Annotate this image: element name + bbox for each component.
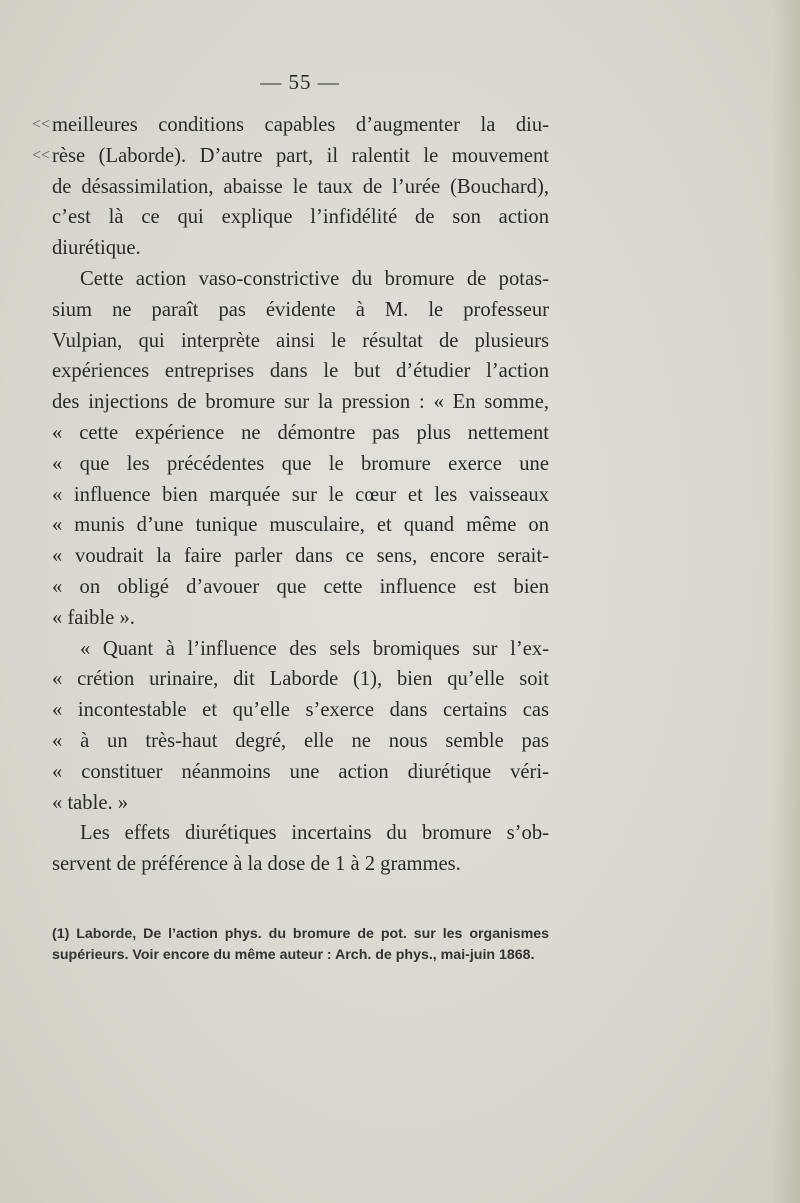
text-line: servent de préférence à la dose de 1 à 2 grammes.: [52, 853, 461, 876]
text-line: diurétique.: [52, 237, 141, 260]
body-text: [52, 110, 549, 880]
text-line: Les effets diurétiques incertains du bromure s’ob-: [80, 822, 549, 845]
footnote: [52, 924, 549, 966]
text-line: « munis d’une tunique musculaire, et quand même on: [52, 514, 549, 537]
text-line: « voudrait la faire parler dans ce sens, encore serait-: [52, 545, 549, 568]
text-line: rèse (Laborde). D’autre part, il ralentit le mouvement: [52, 144, 549, 167]
text-line: « incontestable et qu’elle s’exerce dans certains cas: [52, 699, 549, 722]
page-edge-shadow: [772, 0, 800, 1203]
text-line: expériences entreprises dans le but d’étudier l’action: [52, 360, 549, 383]
text-line: Vulpian, qui interprète ainsi le résultat de plusieurs: [52, 329, 549, 352]
footnote-line: supérieurs. Voir encore du même auteur : Arch. de phys., mai-juin 1868.: [52, 947, 535, 963]
text-line: de désassimilation, abaisse le taux de l’urée (Bouchard),: [52, 175, 549, 198]
text-line: « faible ».: [52, 606, 135, 629]
text-line: « crétion urinaire, dit Laborde (1), bien qu’elle soit: [52, 668, 549, 691]
text-line: « cette expérience ne démontre pas plus nettement: [52, 421, 549, 444]
text-line: « constituer néanmoins une action diurétique véri-: [52, 760, 549, 783]
text-line: « que les précédentes que le bromure exerce une: [52, 452, 549, 475]
text-line: sium ne paraît pas évidente à M. le professeur: [52, 298, 549, 321]
text-line: meilleures conditions capables d’augmenter la diu-: [52, 114, 549, 136]
text-line: « on obligé d’avouer que cette influence est bien: [52, 575, 549, 598]
footnote-line: (1) Laborde, De l’action phys. du bromure de pot. sur les organismes: [52, 926, 549, 942]
page-number: — 55 —: [260, 70, 340, 94]
text-line: « influence bien marquée sur le cœur et les vaisseaux: [52, 483, 549, 506]
text-line: « table. »: [52, 791, 129, 814]
text-line: « à un très-haut degré, elle ne nous semble pas: [52, 729, 549, 752]
margin-mark: <<: [32, 147, 51, 164]
text-line: c’est là ce qui explique l’infidélité de son action: [52, 206, 549, 229]
text-line: des injections de bromure sur la pression : « En somme,: [52, 391, 549, 414]
margin-mark: <<: [32, 116, 51, 133]
text-line: Cette action vaso-constrictive du bromure de potas-: [80, 267, 549, 290]
text-line: « Quant à l’influence des sels bromiques sur l’ex-: [80, 637, 549, 660]
